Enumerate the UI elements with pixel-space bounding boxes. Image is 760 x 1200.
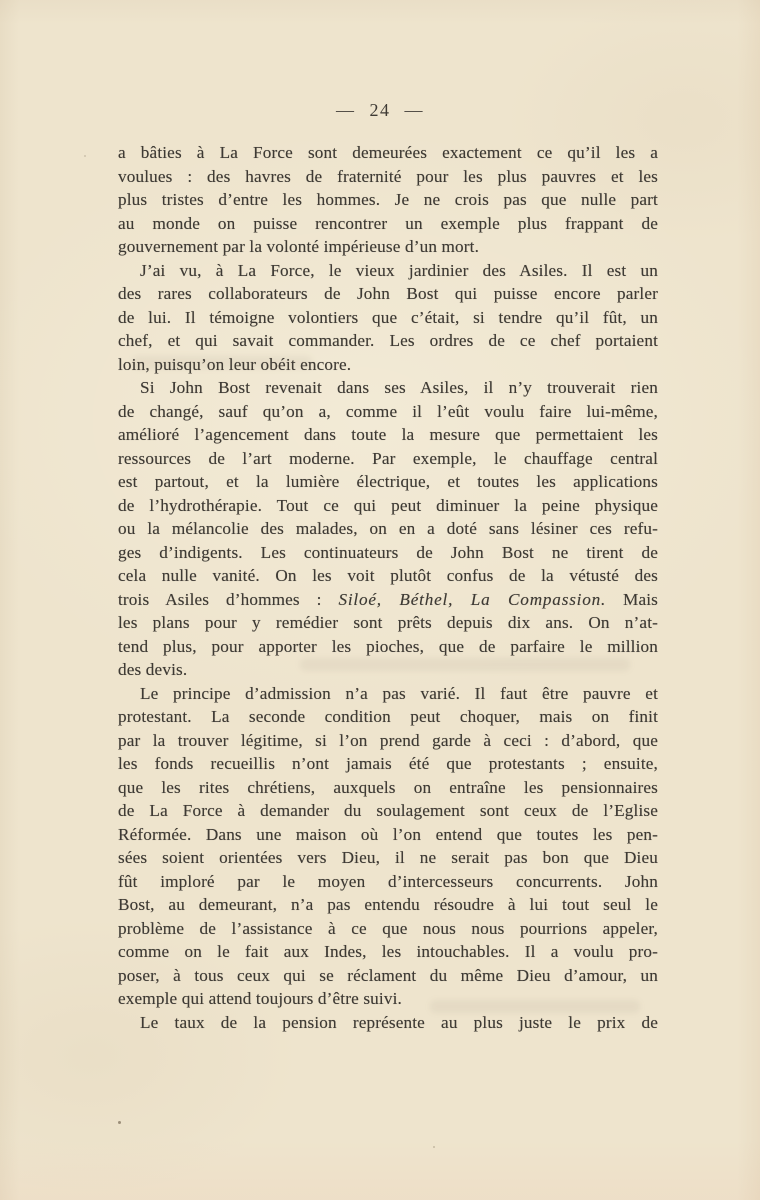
text-line: fût imploré par le moyen d’intercesseurs concurrents. John	[118, 871, 658, 891]
paper-speck	[433, 1146, 435, 1148]
page-number: — 24 —	[336, 100, 424, 120]
text-line: poser, à tous ceux qui se réclament du même Dieu d’amour, un	[118, 965, 658, 985]
text-block	[118, 141, 658, 1034]
paragraph	[118, 682, 658, 1011]
text-line: de La Force à demander du soulagement sont ceux de l’Eglise	[118, 801, 658, 820]
text-line: loin, puisqu’on leur obéit encore.	[118, 354, 352, 374]
text-line: J’ai vu, à La Force, le vieux jardinier des Asiles. Il est un	[140, 260, 658, 280]
text-line: exemple qui attend toujours d’être suivi.	[118, 989, 402, 1008]
text-line	[118, 588, 658, 612]
text-line: amélioré l’agencement dans toute la mesure que permettaient les	[118, 425, 658, 444]
text-line: ges d’indigents. Les continuateurs de John Bost ne tirent de	[118, 542, 658, 562]
text-line: Si John Bost revenait dans ses Asiles, il n’y trouverait rien	[140, 378, 658, 397]
asile-names-italic: Siloé, Béthel, La Compassion.	[338, 589, 607, 609]
paper-speck	[118, 1121, 121, 1124]
text-line: les plans pour y remédier sont prêts depuis dix ans. On n’at-	[118, 613, 658, 632]
text-line: cela nulle vanité. On les voit plutôt confus de la vétusté des	[118, 566, 658, 585]
text-line: des rares collaborateurs de John Bost qui puisse encore parler	[118, 284, 658, 303]
text-line: comme on le fait aux Indes, les intouchables. Il a voulu pro-	[118, 942, 658, 961]
text-line: protestant. La seconde condition peut choquer, mais on finit	[118, 707, 658, 726]
text-line: chef, et qui savait commander. Les ordres de ce chef portaient	[118, 331, 658, 350]
paper-speck	[84, 155, 86, 157]
paragraph	[118, 376, 658, 682]
text-line: est partout, et la lumière électrique, et toutes les applications	[118, 472, 658, 491]
page-number-header	[0, 100, 760, 121]
text-line: voulues : des havres de fraternité pour les plus pauvres et les	[118, 166, 658, 186]
text-line: au monde on puisse rencontrer un exemple plus frappant de	[118, 213, 658, 233]
text-line: Le taux de la pension représente au plus juste le prix de	[140, 1012, 658, 1032]
text-line: problème de l’assistance à ce que nous nous pourrions appeler,	[118, 918, 658, 938]
text-line: les fonds recueillis n’ont jamais été que protestants ; ensuite,	[118, 754, 658, 773]
text-line: ou la mélancolie des malades, on en a doté sans lésiner ces refu-	[118, 519, 658, 538]
text-line: Bost, au demeurant, n’a pas entendu résoudre à lui tout seul le	[118, 895, 658, 914]
text-line: Réformée. Dans une maison où l’on entend que toutes les pen-	[118, 824, 658, 844]
text-line: ressources de l’art moderne. Par exemple, le chauffage central	[118, 448, 658, 468]
text-line: des devis.	[118, 660, 188, 679]
text-line: de lui. Il témoigne volontiers que c’était, si tendre qu’il fût, un	[118, 307, 658, 327]
text-line: de changé, sauf qu’on a, comme il l’eût voulu faire lui-même,	[118, 401, 658, 421]
text-segment: trois Asiles d’hommes :	[118, 589, 339, 609]
paragraph	[118, 259, 658, 377]
text-line: gouvernement par la volonté impérieuse d’un mort.	[118, 237, 480, 256]
paragraph	[118, 141, 658, 259]
text-line: a bâties à La Force sont demeurées exactement ce qu’il les a	[118, 143, 658, 162]
text-line: que les rites chrétiens, auxquels on entraîne les pensionnaires	[118, 777, 658, 797]
text-segment: Mais	[606, 589, 658, 609]
paragraph	[118, 1011, 658, 1035]
text-line: sées soient orientées vers Dieu, il ne serait pas bon que Dieu	[118, 848, 658, 867]
text-line: par la trouver légitime, si l’on prend garde à ceci : d’abord, que	[118, 730, 658, 750]
text-line: de l’hydrothérapie. Tout ce qui peut diminuer la peine physique	[118, 495, 658, 515]
text-line: Le principe d’admission n’a pas varié. Il faut être pauvre et	[140, 683, 658, 703]
text-line: tend plus, pour apporter les pioches, que de parfaire le million	[118, 636, 658, 656]
text-line: plus tristes d’entre les hommes. Je ne crois pas que nulle part	[118, 190, 658, 209]
